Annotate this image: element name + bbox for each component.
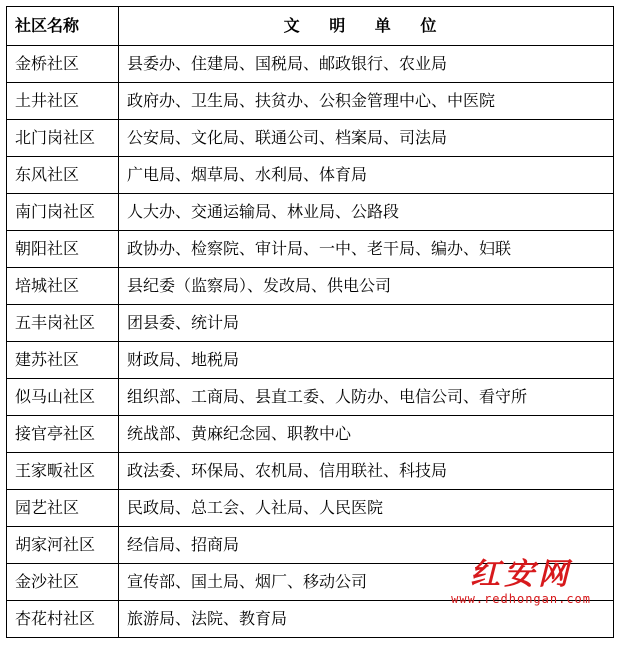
civilized-units-cell: 宣传部、国土局、烟厂、移动公司 — [119, 564, 614, 601]
community-name-cell: 金桥社区 — [7, 46, 119, 83]
header-community-name: 社区名称 — [7, 7, 119, 46]
table-row — [7, 231, 614, 268]
table-row — [7, 268, 614, 305]
community-name-cell: 杏花村社区 — [7, 601, 119, 638]
table-row — [7, 342, 614, 379]
civilized-units-cell: 团县委、统计局 — [119, 305, 614, 342]
table-row — [7, 194, 614, 231]
table-header-row — [7, 7, 614, 46]
community-name-cell: 东风社区 — [7, 157, 119, 194]
table-row — [7, 46, 614, 83]
civilized-units-cell: 经信局、招商局 — [119, 527, 614, 564]
table-row — [7, 157, 614, 194]
community-name-cell: 接官亭社区 — [7, 416, 119, 453]
cut-off-text-line — [6, 638, 566, 645]
community-name-cell: 建苏社区 — [7, 342, 119, 379]
community-name-cell: 培城社区 — [7, 268, 119, 305]
table-row — [7, 83, 614, 120]
community-name-cell: 园艺社区 — [7, 490, 119, 527]
civilized-units-cell: 县纪委（监察局）、发改局、供电公司 — [119, 268, 614, 305]
table-row — [7, 305, 614, 342]
civilized-units-table — [6, 6, 614, 638]
table-row — [7, 379, 614, 416]
civilized-units-cell: 政府办、卫生局、扶贫办、公积金管理中心、中医院 — [119, 83, 614, 120]
civilized-units-cell: 人大办、交通运输局、林业局、公路段 — [119, 194, 614, 231]
civilized-units-cell: 组织部、工商局、县直工委、人防办、电信公司、看守所 — [119, 379, 614, 416]
table-body — [7, 46, 614, 638]
community-name-cell: 王家畈社区 — [7, 453, 119, 490]
community-name-cell: 朝阳社区 — [7, 231, 119, 268]
civilized-units-cell: 统战部、黄麻纪念园、职教中心 — [119, 416, 614, 453]
civilized-units-cell: 广电局、烟草局、水利局、体育局 — [119, 157, 614, 194]
table-row — [7, 120, 614, 157]
civilized-units-cell: 县委办、住建局、国税局、邮政银行、农业局 — [119, 46, 614, 83]
community-name-cell: 金沙社区 — [7, 564, 119, 601]
table-row — [7, 453, 614, 490]
civilized-units-cell: 政法委、环保局、农机局、信用联社、科技局 — [119, 453, 614, 490]
table-row — [7, 490, 614, 527]
table-row — [7, 564, 614, 601]
community-name-cell: 土井社区 — [7, 83, 119, 120]
community-name-cell: 胡家河社区 — [7, 527, 119, 564]
watermark-logo: 红安网 — [470, 557, 573, 592]
community-name-cell: 南门岗社区 — [7, 194, 119, 231]
header-civilized-units: 文 明 单 位 — [119, 7, 614, 46]
community-name-cell: 五丰岗社区 — [7, 305, 119, 342]
civilized-units-cell: 政协办、检察院、审计局、一中、老干局、编办、妇联 — [119, 231, 614, 268]
table-row — [7, 416, 614, 453]
community-name-cell: 似马山社区 — [7, 379, 119, 416]
table-row — [7, 601, 614, 638]
civilized-units-cell: 财政局、地税局 — [119, 342, 614, 379]
community-name-cell: 北门岗社区 — [7, 120, 119, 157]
civilized-units-cell: 公安局、文化局、联通公司、档案局、司法局 — [119, 120, 614, 157]
civilized-units-cell: 旅游局、法院、教育局 — [119, 601, 614, 638]
table-row — [7, 527, 614, 564]
watermark-url: www.redhongan.com — [451, 592, 591, 606]
civilized-units-cell: 民政局、总工会、人社局、人民医院 — [119, 490, 614, 527]
